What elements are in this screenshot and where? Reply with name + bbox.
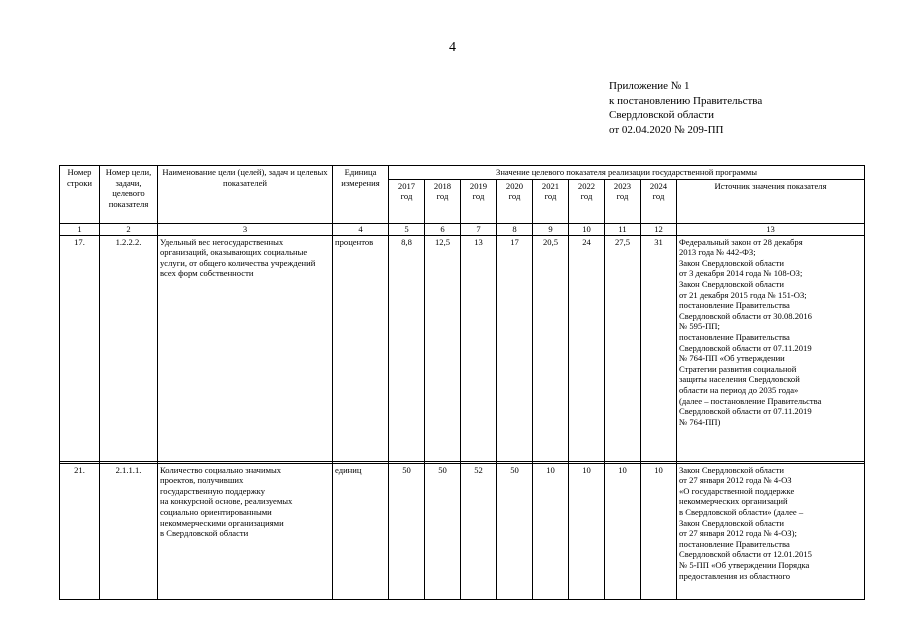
source-line: Свердловской области от 07.11.2019 xyxy=(679,342,812,353)
year-value: 10 xyxy=(569,463,605,599)
column-number: 9 xyxy=(533,223,569,235)
source-line: Стратегии развития социальной xyxy=(679,363,797,374)
indicator-unit: единиц xyxy=(333,463,389,599)
indicator-source xyxy=(677,235,865,461)
header-year: 2019 год xyxy=(461,179,497,223)
source-line: постановление Правительства xyxy=(679,300,790,311)
year-value: 20,5 xyxy=(533,235,569,461)
column-number: 13 xyxy=(677,223,865,235)
year-value: 50 xyxy=(497,463,533,599)
appendix-line: Свердловской области xyxy=(609,109,714,121)
name-line: Количество социально значимых xyxy=(160,464,282,475)
source-line: Закон Свердловской области xyxy=(679,278,784,289)
row-number: 17. xyxy=(60,235,100,461)
source-line: № 764-ПП «Об утверждении xyxy=(679,353,785,364)
indicator-name: Удельный вес негосударственных организаций, оказывающих социальные услуги, от общего количества учреждений всех форм собственности xyxy=(158,235,333,461)
source-line: постановление Правительства xyxy=(679,331,790,342)
year-value: 10 xyxy=(605,463,641,599)
header-year: 2021 год xyxy=(533,179,569,223)
indicator-name xyxy=(158,463,333,599)
header-year: 2024 год xyxy=(641,179,677,223)
source-line: предоставления из областного xyxy=(679,570,791,581)
source-line: от 27 января 2012 года № 4-ОЗ xyxy=(679,475,792,486)
year-value: 50 xyxy=(425,463,461,599)
name-line: государственную поддержку xyxy=(160,485,266,496)
source-line: 2013 года № 442-ФЗ; xyxy=(679,247,756,258)
source-line: от 27 января 2012 года № 4-ОЗ); xyxy=(679,528,797,539)
indicators-table xyxy=(59,165,865,600)
header-source: Источник значения показателя xyxy=(677,179,865,223)
table-row xyxy=(60,235,865,461)
year-value: 31 xyxy=(641,235,677,461)
source-line: защиты населения Свердловской xyxy=(679,374,800,385)
source-line: от 21 декабря 2015 года № 151-ОЗ; xyxy=(679,289,807,300)
column-number: 1 xyxy=(60,223,100,235)
source-line: в Свердловской области» (далее – xyxy=(679,506,804,517)
source-line: Федеральный закон от 28 декабря xyxy=(679,236,803,247)
header-year: 2020 год xyxy=(497,179,533,223)
header-row-no: Номер строки xyxy=(60,166,100,224)
column-number: 11 xyxy=(605,223,641,235)
header-year: 2018 год xyxy=(425,179,461,223)
source-line: «О государственной поддержке xyxy=(679,485,795,496)
year-value: 52 xyxy=(461,463,497,599)
source-line: некоммерческих организаций xyxy=(679,496,788,507)
source-line: Закон Свердловской области xyxy=(679,257,784,268)
source-line: Закон Свердловской области xyxy=(679,464,784,475)
source-line: № 764-ПП) xyxy=(679,416,721,427)
page-number: 4 xyxy=(449,40,456,55)
header-unit: Единица измерения xyxy=(333,166,389,224)
column-number: 2 xyxy=(100,223,158,235)
header-year: 2023 год xyxy=(605,179,641,223)
column-number: 7 xyxy=(461,223,497,235)
year-value: 13 xyxy=(461,235,497,461)
name-line: проектов, получивших xyxy=(160,475,244,486)
column-number: 3 xyxy=(158,223,333,235)
year-value: 8,8 xyxy=(389,235,425,461)
table-row xyxy=(60,463,865,599)
column-number: 5 xyxy=(389,223,425,235)
name-line: социально ориентированными xyxy=(160,506,272,517)
appendix-line: Приложение № 1 xyxy=(609,80,690,92)
name-line: на конкурсной основе, реализуемых xyxy=(160,496,293,507)
indicator-unit: процентов xyxy=(333,235,389,461)
year-value: 10 xyxy=(641,463,677,599)
source-line: № 5-ПП «Об утверждении Порядка xyxy=(679,559,810,570)
name-line: в Свердловской области xyxy=(160,528,249,539)
year-value: 17 xyxy=(497,235,533,461)
source-line: Закон Свердловской области xyxy=(679,517,784,528)
column-number: 6 xyxy=(425,223,461,235)
year-value: 24 xyxy=(569,235,605,461)
year-value: 10 xyxy=(533,463,569,599)
year-value: 27,5 xyxy=(605,235,641,461)
source-line: Свердловской области от 07.11.2019 xyxy=(679,406,812,417)
year-value: 12,5 xyxy=(425,235,461,461)
row-number: 21. xyxy=(60,463,100,599)
year-value: 50 xyxy=(389,463,425,599)
indicator-number: 1.2.2.2. xyxy=(100,235,158,461)
indicator-source xyxy=(677,463,865,599)
appendix-header xyxy=(609,79,762,137)
source-line: Свердловской области от 12.01.2015 xyxy=(679,549,812,560)
header-year: 2017 год xyxy=(389,179,425,223)
header-values-group: Значение целевого показателя реализации государственной программы xyxy=(389,166,865,180)
column-number: 4 xyxy=(333,223,389,235)
header-year: 2022 год xyxy=(569,179,605,223)
header-number: Номер цели, задачи, целевого показателя xyxy=(100,166,158,224)
column-number-row xyxy=(60,223,865,235)
source-line: № 595-ПП; xyxy=(679,321,720,332)
header-name: Наименование цели (целей), задач и целевых показателей xyxy=(158,166,333,224)
appendix-line: от 02.04.2020 № 209-ПП xyxy=(609,123,724,136)
source-line: от 3 декабря 2014 года № 108-ОЗ; xyxy=(679,268,803,279)
header-row xyxy=(60,166,865,180)
name-line: некоммерческими организациями xyxy=(160,517,284,528)
column-number: 10 xyxy=(569,223,605,235)
source-line: (далее – постановление Правительства xyxy=(679,395,822,406)
indicator-number: 2.1.1.1. xyxy=(100,463,158,599)
column-number: 8 xyxy=(497,223,533,235)
source-line: области на период до 2035 года» xyxy=(679,384,799,395)
column-number: 12 xyxy=(641,223,677,235)
source-line: Свердловской области от 30.08.2016 xyxy=(679,310,812,321)
appendix-line: к постановлению Правительства xyxy=(609,94,763,107)
source-line: постановление Правительства xyxy=(679,538,790,549)
